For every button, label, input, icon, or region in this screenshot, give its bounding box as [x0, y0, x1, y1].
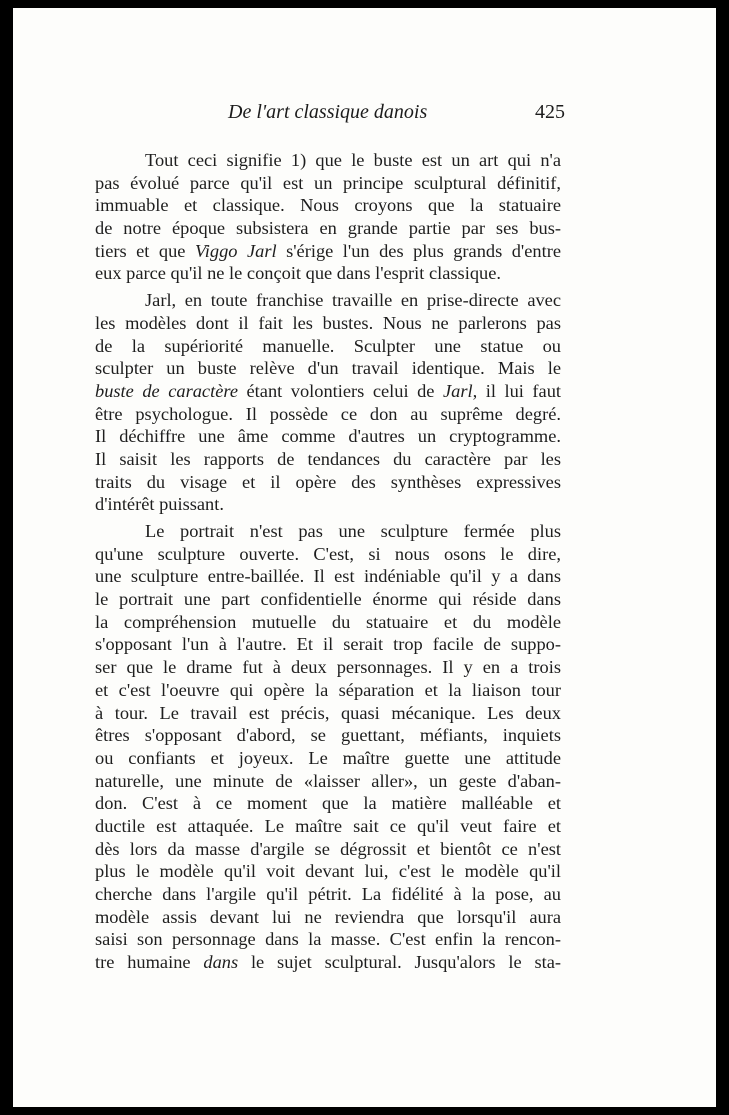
text-run: pas évolué parce qu'il est un principe sculptural définitif, [95, 172, 561, 193]
text-run: Il saisit les rapports de tendances du caractère par les [95, 448, 561, 469]
text-run: Jarl, en toute franchise travaille en prise-directe avec [145, 290, 561, 311]
text-line [95, 815, 561, 838]
text-run: à tour. Le travail est précis, quasi mécanique. Les deux [95, 702, 561, 723]
text-line [95, 747, 561, 770]
text-line [95, 194, 561, 217]
text-run: modèle assis devant lui ne reviendra que lorsqu'il aura [95, 906, 561, 927]
text-run: il lui faut [477, 380, 561, 401]
text-run: s'érige l'un des plus grands d'entre [276, 240, 561, 261]
text-run: le sujet sculptural. Jusqu'alors le sta- [238, 952, 561, 973]
page-number: 425 [535, 101, 565, 123]
text-run: d'intérêt puissant. [95, 494, 224, 515]
text-run: ser que le drame fut à deux personnages. Il y en a trois [95, 657, 561, 678]
text-line [95, 520, 561, 543]
text-run: plus le modèle qu'il voit devant lui, c'est le modèle qu'il [95, 861, 561, 882]
text-line [95, 289, 561, 312]
paragraph [95, 289, 561, 516]
text-line [95, 724, 561, 747]
text-run: don. C'est à ce moment que la matière malléable et [95, 793, 561, 814]
text-run: ou confiants et joyeux. Le maître guette une attitude [95, 747, 561, 768]
text-run: traits du visage et il opère des synthèses expressives [95, 471, 561, 492]
text-run: êtres s'opposant d'abord, se guettant, méfiants, inquiets [95, 725, 561, 746]
text-run: étant volontiers celui de [238, 380, 443, 401]
running-head [13, 101, 716, 131]
text-line [95, 448, 561, 471]
text-run: tiers et que [95, 240, 195, 261]
text-run: Tout ceci signifie 1) que le buste est un art qui n'a [145, 150, 561, 170]
text-line [95, 883, 561, 906]
text-line [95, 770, 561, 793]
italic-text: Viggo Jarl [194, 240, 277, 261]
text-line [95, 951, 561, 974]
text-run: être psychologue. Il possède ce don au suprême degré. [95, 403, 561, 424]
text-line [95, 565, 561, 588]
text-line [95, 217, 561, 240]
text-run: le portrait une part confidentielle énorme qui réside dans [95, 589, 561, 610]
text-run: tre humaine [95, 952, 204, 973]
text-line [95, 471, 561, 494]
text-line [95, 149, 561, 172]
text-line [95, 543, 561, 566]
text-run: s'opposant l'un à l'autre. Et il serait trop facile de suppo- [95, 634, 561, 655]
text-line [95, 679, 561, 702]
text-line [95, 656, 561, 679]
text-line [95, 928, 561, 951]
text-line [95, 357, 561, 380]
text-run: saisi son personnage dans la masse. C'est enfin la rencon- [95, 929, 561, 950]
text-line [95, 403, 561, 426]
italic-text: buste de caractère [95, 380, 238, 401]
book-page [13, 8, 716, 1107]
italic-text: Jarl, [442, 380, 478, 401]
text-run: eux parce qu'il ne le conçoit que dans l'esprit classique. [95, 263, 501, 284]
text-run: immuable et classique. Nous croyons que la statuaire [95, 195, 561, 216]
text-run: ductile est attaquée. Le maître sait ce qu'il veut faire et [95, 815, 561, 836]
text-line [95, 588, 561, 611]
text-run: dès lors da masse d'argile se dégrossit et bientôt ce n'est [95, 838, 561, 859]
text-run: qu'une sculpture ouverte. C'est, si nous osons le dire, [95, 543, 561, 564]
text-line [95, 792, 561, 815]
running-title: De l'art classique danois [228, 101, 428, 123]
text-line [95, 838, 561, 861]
text-line [95, 312, 561, 335]
text-line [95, 633, 561, 656]
text-run: les modèles dont il fait les bustes. Nous ne parlerons pas [95, 312, 561, 333]
body-text [95, 149, 561, 978]
text-line [95, 702, 561, 725]
text-run: Le portrait n'est pas une sculpture fermée plus [145, 521, 561, 541]
text-run: Il déchiffre une âme comme d'autres un cryptogramme. [95, 426, 561, 447]
text-line [95, 172, 561, 195]
text-line [95, 262, 561, 285]
text-line [95, 611, 561, 634]
text-run: et c'est l'oeuvre qui opère la séparation et la liaison tour [95, 679, 561, 700]
italic-text: dans [203, 952, 239, 973]
paragraph [95, 149, 561, 285]
text-line [95, 425, 561, 448]
text-line [95, 380, 561, 403]
text-line [95, 240, 561, 263]
text-run: de notre époque subsistera en grande partie par ses bus- [95, 218, 561, 239]
text-line [95, 493, 561, 516]
text-run: cherche dans l'argile qu'il pétrit. La fidélité à la pose, au [95, 884, 561, 904]
text-run: une sculpture entre-baillée. Il est indéniable qu'il y a dans [95, 566, 561, 587]
text-run: de la supériorité manuelle. Sculpter une statue ou [95, 335, 561, 356]
text-run: sculpter un buste relève d'un travail identique. Mais le [95, 358, 561, 379]
text-line [95, 335, 561, 358]
text-line [95, 906, 561, 929]
text-run: la compréhension mutuelle du statuaire et du modèle [95, 611, 561, 632]
text-line [95, 860, 561, 883]
paragraph [95, 520, 561, 974]
text-run: naturelle, une minute de «laisser aller», un geste d'aban- [95, 770, 561, 791]
